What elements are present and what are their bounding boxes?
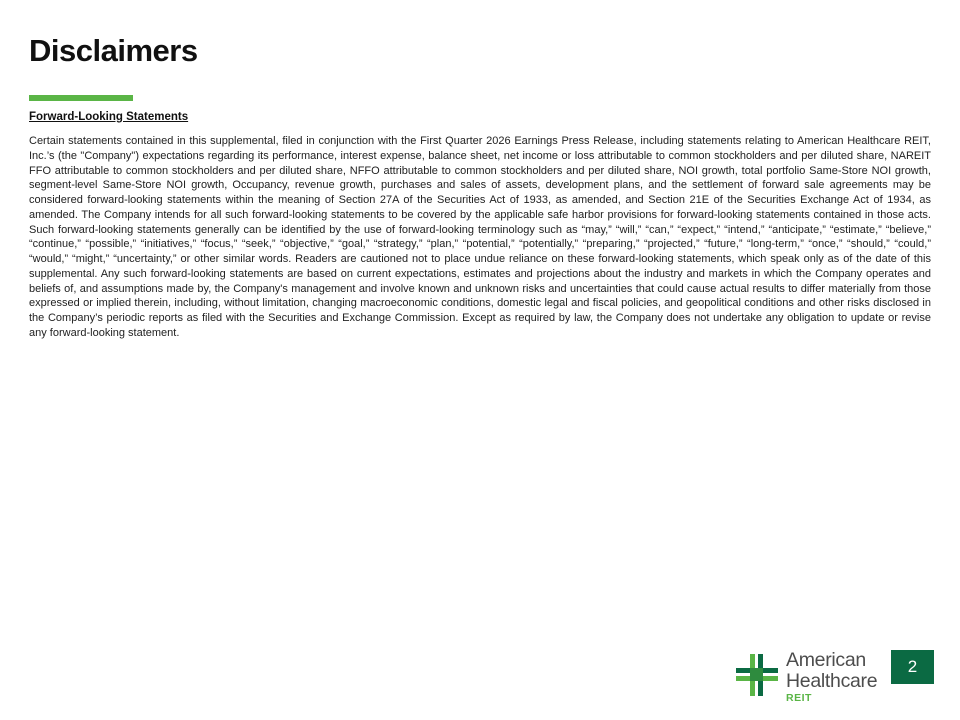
company-logo [736,649,886,704]
disclaimer-body: Certain statements contained in this supplemental, filed in conjunction with the First Quarter 2026 Earnings Press Release, including statements relating to American Healthcare REIT, Inc.’s (the "Company") expectations regarding its performance, interest expense, balance sheet, net income or loss attributable to common stockholders and per diluted share, NAREIT FFO attributable to common stockholders and per diluted share, NFFO attributable to common stockholders and per diluted share, NOI growth, total portfolio Same-Store NOI growth, segment-level Same-Store NOI growth, Occupancy, revenue growth, purchases and sales of assets, development plans, and the settlement of forward sale agreements may be considered forward-looking statements within the meaning of Section 27A of the Securities Act of 1933, as amended, and Section 21E of the Securities Exchange Act of 1934, as amended. The Company intends for all such forward-looking statements to be covered by the applicable safe harbor provisions for forward-looking statements contained in those acts. Such forward-looking statements generally can be identified by the use of forward-looking terminology such as “may,” “will,” “can,” “expect,” “intend,” “anticipate,” “estimate,” “believe,” “continue,” “possible,” “initiatives,” “focus,” “seek,” “objective,” “goal,” “strategy,” “plan,” “potential,” “potentially,” “preparing,” “projected,” “future,” “long-term,” “once,” “should,” “could,” “would,” “might,” “uncertainty,” or other similar words. Readers are cautioned not to place undue reliance on these forward-looking statements, which speak only as of the date of this supplemental. Any such forward-looking statements are based on current expectations, estimates and projections about the industry and markets in which the Company operates and beliefs of, and assumptions made by, the Company's management and involve known and unknown risks and uncertainties that could cause actual results to differ materially from those expressed or implied therein, including, without limitation, changing macroeconomic conditions, domestic legal and fiscal policies, and geopolitical conditions and other risks disclosed in the Company’s periodic reports as filed with the Securities and Exchange Commission. Except as required by law, the Company does not undertake any obligation to update or revise any forward-looking statement. [29,135,931,339]
logo-wordmark [786,650,877,704]
page-title: Disclaimers [29,33,198,68]
page-number-badge: 2 [891,650,934,684]
logo-text-healthcare: Healthcare [786,670,878,692]
logo-text-reit: REIT [786,692,812,704]
logo-text-american: American [786,649,866,671]
title-accent-bar [29,95,133,101]
green-plus-cross-logo-icon [736,654,778,696]
section-heading: Forward-Looking Statements [29,111,189,123]
